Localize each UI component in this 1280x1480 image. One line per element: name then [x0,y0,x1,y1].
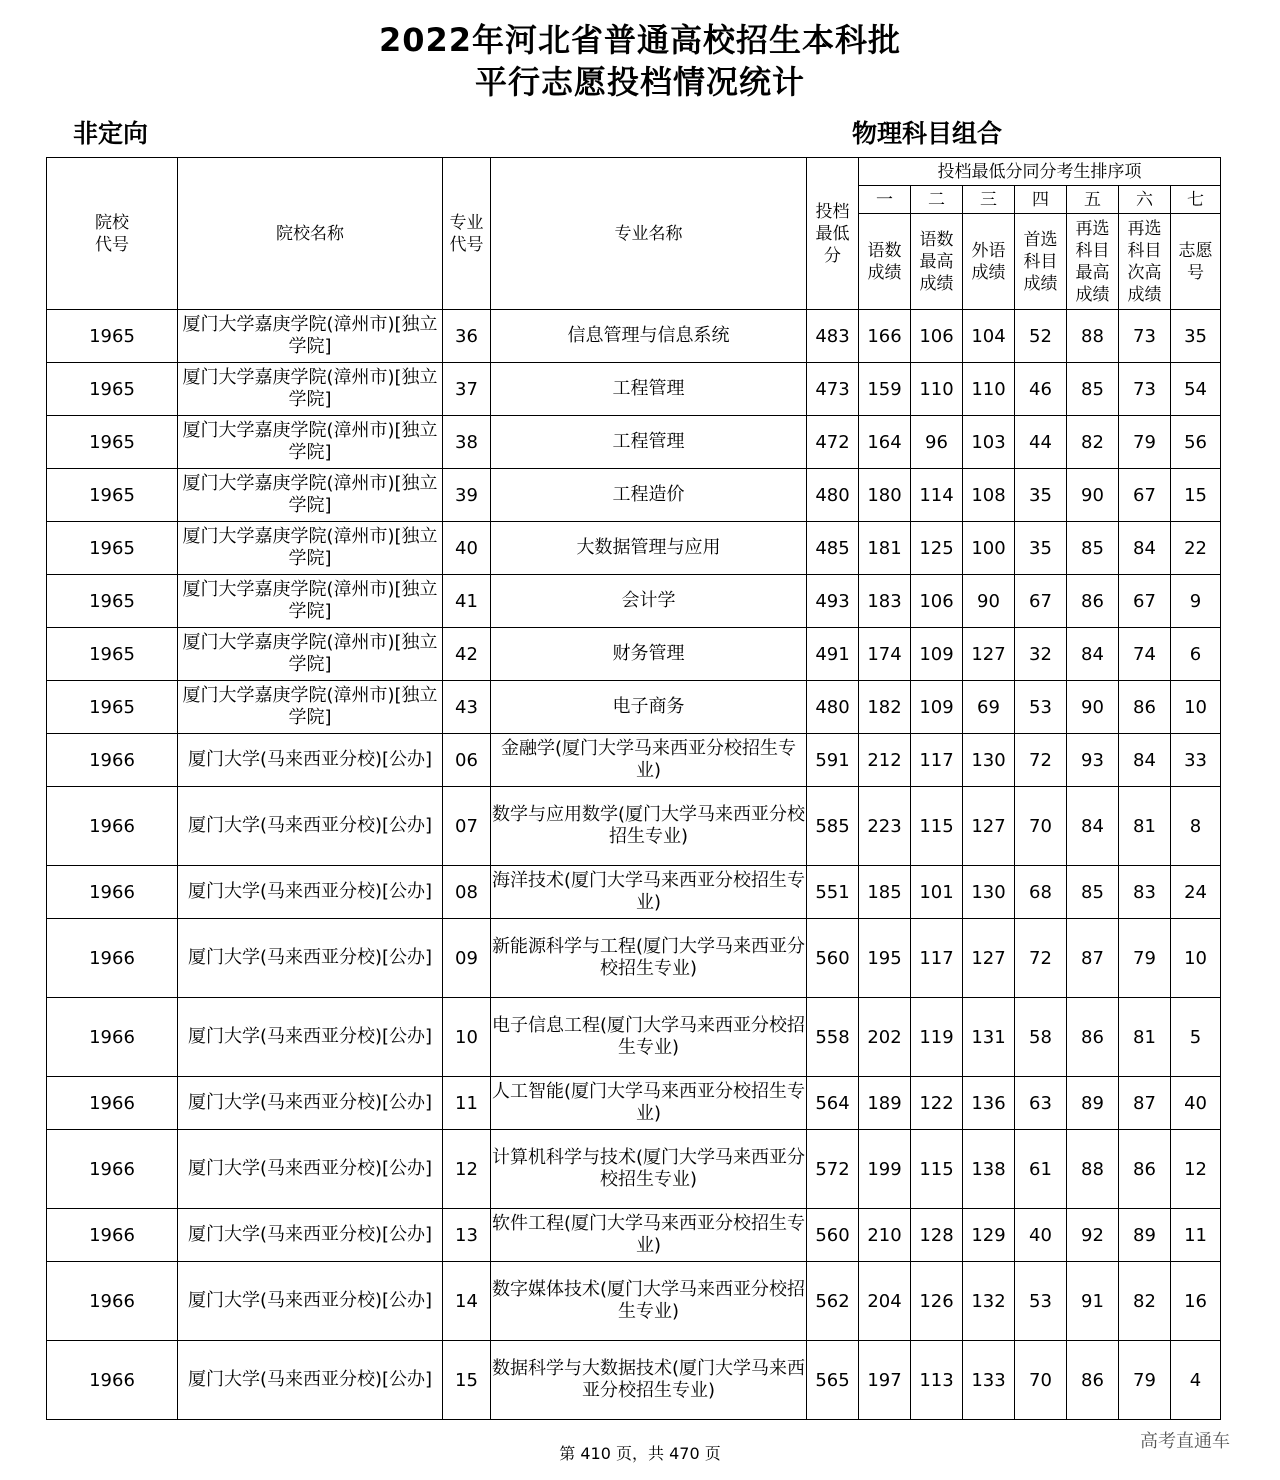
major-code: 39 [443,469,491,522]
rank-1-value: 164 [859,416,911,469]
major-code: 37 [443,363,491,416]
rank-1-value: 183 [859,575,911,628]
rank-2-value: 101 [911,866,963,919]
school-code: 1965 [47,363,178,416]
major-code: 13 [443,1209,491,1262]
rank-2-value: 110 [911,363,963,416]
min-score: 585 [807,787,859,866]
rank-2-value: 128 [911,1209,963,1262]
rank-5-value: 85 [1067,522,1119,575]
rank-3-value: 127 [963,787,1015,866]
rank-item-3: 外语成绩 [963,214,1015,310]
table-row [47,1341,1221,1420]
rank-3-value: 110 [963,363,1015,416]
school-name: 厦门大学嘉庚学院(漳州市)[独立学院] [178,469,443,522]
major-name: 数字媒体技术(厦门大学马来西亚分校招生专业) [491,1262,807,1341]
school-name: 厦门大学嘉庚学院(漳州市)[独立学院] [178,363,443,416]
major-name: 数据科学与大数据技术(厦门大学马来西亚分校招生专业) [491,1341,807,1420]
major-code: 42 [443,628,491,681]
rank-2-value: 114 [911,469,963,522]
rank-3-value: 104 [963,310,1015,363]
rank-header-6: 六 [1119,186,1171,214]
rank-1-value: 202 [859,998,911,1077]
school-name: 厦门大学嘉庚学院(漳州市)[独立学院] [178,628,443,681]
major-code: 40 [443,522,491,575]
rank-5-value: 89 [1067,1077,1119,1130]
rank-1-value: 189 [859,1077,911,1130]
min-score: 483 [807,310,859,363]
rank-6-value: 79 [1119,1341,1171,1420]
rank-5-value: 92 [1067,1209,1119,1262]
school-name: 厦门大学(马来西亚分校)[公办] [178,866,443,919]
rank-6-value: 67 [1119,469,1171,522]
rank-1-value: 181 [859,522,911,575]
rank-2-value: 115 [911,787,963,866]
rank-4-value: 40 [1015,1209,1067,1262]
min-score: 480 [807,681,859,734]
school-code: 1965 [47,681,178,734]
rank-5-value: 86 [1067,1341,1119,1420]
rank-7-value: 6 [1171,628,1221,681]
header-major-name: 专业名称 [491,158,807,310]
rank-4-value: 53 [1015,1262,1067,1341]
rank-5-value: 88 [1067,310,1119,363]
rank-2-value: 122 [911,1077,963,1130]
rank-6-value: 89 [1119,1209,1171,1262]
rank-6-value: 81 [1119,998,1171,1077]
rank-7-value: 10 [1171,681,1221,734]
rank-7-value: 12 [1171,1130,1221,1209]
rank-5-value: 90 [1067,681,1119,734]
major-name: 人工智能(厦门大学马来西亚分校招生专业) [491,1077,807,1130]
major-name: 大数据管理与应用 [491,522,807,575]
rank-7-value: 10 [1171,919,1221,998]
table-row [47,681,1221,734]
rank-1-value: 174 [859,628,911,681]
school-code: 1966 [47,787,178,866]
table-row [47,919,1221,998]
rank-5-value: 85 [1067,866,1119,919]
school-name: 厦门大学(马来西亚分校)[公办] [178,787,443,866]
rank-6-value: 67 [1119,575,1171,628]
major-code: 14 [443,1262,491,1341]
table-row [47,734,1221,787]
min-score: 562 [807,1262,859,1341]
rank-header-3: 三 [963,186,1015,214]
rank-7-value: 5 [1171,998,1221,1077]
admission-table [46,157,1221,1420]
rank-item-4: 首选科目成绩 [1015,214,1067,310]
table-row [47,1077,1221,1130]
table-row [47,1262,1221,1341]
subject-group-label: 物理科目组合 [852,119,1003,148]
min-score: 551 [807,866,859,919]
rank-4-value: 32 [1015,628,1067,681]
rank-7-value: 16 [1171,1262,1221,1341]
major-code: 09 [443,919,491,998]
rank-item-1: 语数成绩 [859,214,911,310]
school-name: 厦门大学(马来西亚分校)[公办] [178,1262,443,1341]
rank-5-value: 90 [1067,469,1119,522]
min-score: 558 [807,998,859,1077]
rank-5-value: 86 [1067,575,1119,628]
rank-2-value: 126 [911,1262,963,1341]
major-code: 11 [443,1077,491,1130]
rank-7-value: 54 [1171,363,1221,416]
school-code: 1965 [47,628,178,681]
major-code: 08 [443,866,491,919]
rank-3-value: 69 [963,681,1015,734]
rank-item-6: 再选科目次高成绩 [1119,214,1171,310]
school-name: 厦门大学(马来西亚分校)[公办] [178,734,443,787]
rank-3-value: 127 [963,919,1015,998]
major-name: 海洋技术(厦门大学马来西亚分校招生专业) [491,866,807,919]
rank-5-value: 86 [1067,998,1119,1077]
min-score: 560 [807,1209,859,1262]
school-code: 1966 [47,1130,178,1209]
rank-7-value: 22 [1171,522,1221,575]
header-rank-group: 投档最低分同分考生排序项 [859,158,1221,186]
school-name: 厦门大学(马来西亚分校)[公办] [178,998,443,1077]
table-row [47,363,1221,416]
school-name: 厦门大学嘉庚学院(漳州市)[独立学院] [178,416,443,469]
school-code: 1966 [47,919,178,998]
rank-6-value: 86 [1119,1130,1171,1209]
min-score: 564 [807,1077,859,1130]
table-row [47,628,1221,681]
major-code: 15 [443,1341,491,1420]
rank-4-value: 46 [1015,363,1067,416]
rank-7-value: 15 [1171,469,1221,522]
table-row [47,469,1221,522]
rank-2-value: 117 [911,919,963,998]
rank-4-value: 70 [1015,1341,1067,1420]
page-title: 2022年河北省普通高校招生本科批 [378,21,902,59]
rank-4-value: 53 [1015,681,1067,734]
rank-6-value: 79 [1119,919,1171,998]
school-name: 厦门大学嘉庚学院(漳州市)[独立学院] [178,310,443,363]
school-code: 1965 [47,575,178,628]
header-min-score: 投档最低分 [807,158,859,310]
school-code: 1966 [47,734,178,787]
rank-3-value: 132 [963,1262,1015,1341]
rank-1-value: 180 [859,469,911,522]
major-name: 财务管理 [491,628,807,681]
min-score: 473 [807,363,859,416]
rank-5-value: 88 [1067,1130,1119,1209]
rank-4-value: 63 [1015,1077,1067,1130]
rank-7-value: 9 [1171,575,1221,628]
rank-5-value: 85 [1067,363,1119,416]
min-score: 572 [807,1130,859,1209]
rank-1-value: 159 [859,363,911,416]
school-name: 厦门大学(马来西亚分校)[公办] [178,1130,443,1209]
header-school-code: 院校代号 [47,158,178,310]
rank-2-value: 109 [911,628,963,681]
rank-4-value: 35 [1015,522,1067,575]
table-row [47,998,1221,1077]
min-score: 472 [807,416,859,469]
major-code: 36 [443,310,491,363]
table-row [47,1209,1221,1262]
rank-6-value: 86 [1119,681,1171,734]
rank-3-value: 103 [963,416,1015,469]
school-code: 1966 [47,998,178,1077]
major-code: 38 [443,416,491,469]
table-row [47,522,1221,575]
rank-3-value: 108 [963,469,1015,522]
major-name: 数学与应用数学(厦门大学马来西亚分校招生专业) [491,787,807,866]
min-score: 480 [807,469,859,522]
table-row [47,310,1221,363]
rank-5-value: 84 [1067,628,1119,681]
rank-2-value: 117 [911,734,963,787]
rank-3-value: 130 [963,866,1015,919]
rank-1-value: 166 [859,310,911,363]
page-subtitle: 平行志愿投档情况统计 [474,63,805,101]
rank-4-value: 58 [1015,998,1067,1077]
school-code: 1966 [47,1077,178,1130]
rank-7-value: 24 [1171,866,1221,919]
rank-header-2: 二 [911,186,963,214]
school-code: 1966 [47,1209,178,1262]
rank-header-5: 五 [1067,186,1119,214]
rank-1-value: 185 [859,866,911,919]
rank-1-value: 199 [859,1130,911,1209]
rank-3-value: 131 [963,998,1015,1077]
major-name: 金融学(厦门大学马来西亚分校招生专业) [491,734,807,787]
school-name: 厦门大学(马来西亚分校)[公办] [178,1209,443,1262]
school-code: 1965 [47,416,178,469]
rank-6-value: 79 [1119,416,1171,469]
rank-4-value: 70 [1015,787,1067,866]
rank-7-value: 4 [1171,1341,1221,1420]
rank-6-value: 82 [1119,1262,1171,1341]
major-name: 工程管理 [491,416,807,469]
rank-4-value: 35 [1015,469,1067,522]
rank-6-value: 74 [1119,628,1171,681]
rank-header-7: 七 [1171,186,1221,214]
rank-6-value: 84 [1119,734,1171,787]
rank-1-value: 195 [859,919,911,998]
min-score: 491 [807,628,859,681]
table-row [47,416,1221,469]
rank-1-value: 197 [859,1341,911,1420]
rank-5-value: 93 [1067,734,1119,787]
rank-7-value: 8 [1171,787,1221,866]
min-score: 485 [807,522,859,575]
min-score: 493 [807,575,859,628]
rank-5-value: 82 [1067,416,1119,469]
rank-3-value: 130 [963,734,1015,787]
major-code: 06 [443,734,491,787]
rank-1-value: 182 [859,681,911,734]
school-code: 1965 [47,310,178,363]
rank-4-value: 61 [1015,1130,1067,1209]
school-name: 厦门大学嘉庚学院(漳州市)[独立学院] [178,681,443,734]
rank-6-value: 73 [1119,310,1171,363]
rank-1-value: 210 [859,1209,911,1262]
rank-header-1: 一 [859,186,911,214]
major-code: 43 [443,681,491,734]
school-code: 1966 [47,866,178,919]
rank-2-value: 113 [911,1341,963,1420]
major-name: 软件工程(厦门大学马来西亚分校招生专业) [491,1209,807,1262]
rank-1-value: 212 [859,734,911,787]
rank-1-value: 204 [859,1262,911,1341]
rank-6-value: 73 [1119,363,1171,416]
rank-3-value: 129 [963,1209,1015,1262]
rank-6-value: 84 [1119,522,1171,575]
rank-2-value: 96 [911,416,963,469]
rank-3-value: 100 [963,522,1015,575]
rank-4-value: 68 [1015,866,1067,919]
major-code: 07 [443,787,491,866]
school-code: 1965 [47,469,178,522]
min-score: 560 [807,919,859,998]
major-name: 新能源科学与工程(厦门大学马来西亚分校招生专业) [491,919,807,998]
rank-7-value: 35 [1171,310,1221,363]
major-name: 电子信息工程(厦门大学马来西亚分校招生专业) [491,998,807,1077]
rank-3-value: 127 [963,628,1015,681]
school-code: 1966 [47,1341,178,1420]
header-school-name: 院校名称 [178,158,443,310]
school-name: 厦门大学(马来西亚分校)[公办] [178,919,443,998]
major-code: 10 [443,998,491,1077]
table-row [47,787,1221,866]
major-name: 计算机科学与技术(厦门大学马来西亚分校招生专业) [491,1130,807,1209]
rank-2-value: 106 [911,310,963,363]
rank-3-value: 138 [963,1130,1015,1209]
watermark: 高考直通车 [1140,1431,1230,1452]
rank-3-value: 136 [963,1077,1015,1130]
rank-7-value: 11 [1171,1209,1221,1262]
rank-2-value: 125 [911,522,963,575]
min-score: 565 [807,1341,859,1420]
major-code: 41 [443,575,491,628]
rank-item-5: 再选科目最高成绩 [1067,214,1119,310]
rank-item-7: 志愿号 [1171,214,1221,310]
rank-3-value: 90 [963,575,1015,628]
school-name: 厦门大学(马来西亚分校)[公办] [178,1077,443,1130]
rank-5-value: 91 [1067,1262,1119,1341]
page-footer: 第 410 页，共 470 页 [559,1444,721,1463]
rank-4-value: 67 [1015,575,1067,628]
school-name: 厦门大学嘉庚学院(漳州市)[独立学院] [178,522,443,575]
rank-2-value: 109 [911,681,963,734]
major-code: 12 [443,1130,491,1209]
table-row [47,866,1221,919]
rank-4-value: 52 [1015,310,1067,363]
header-major-code: 专业代号 [443,158,491,310]
major-name: 信息管理与信息系统 [491,310,807,363]
rank-5-value: 87 [1067,919,1119,998]
rank-3-value: 133 [963,1341,1015,1420]
rank-2-value: 106 [911,575,963,628]
rank-6-value: 83 [1119,866,1171,919]
rank-6-value: 81 [1119,787,1171,866]
rank-item-2: 语数最高成绩 [911,214,963,310]
category-label: 非定向 [73,119,149,148]
school-name: 厦门大学(马来西亚分校)[公办] [178,1341,443,1420]
min-score: 591 [807,734,859,787]
rank-header-4: 四 [1015,186,1067,214]
rank-7-value: 40 [1171,1077,1221,1130]
rank-6-value: 87 [1119,1077,1171,1130]
rank-1-value: 223 [859,787,911,866]
rank-4-value: 72 [1015,734,1067,787]
school-code: 1966 [47,1262,178,1341]
table-row [47,575,1221,628]
rank-2-value: 115 [911,1130,963,1209]
school-code: 1965 [47,522,178,575]
major-name: 会计学 [491,575,807,628]
major-name: 电子商务 [491,681,807,734]
rank-4-value: 72 [1015,919,1067,998]
rank-5-value: 84 [1067,787,1119,866]
rank-4-value: 44 [1015,416,1067,469]
table-row [47,1130,1221,1209]
school-name: 厦门大学嘉庚学院(漳州市)[独立学院] [178,575,443,628]
major-name: 工程管理 [491,363,807,416]
rank-2-value: 119 [911,998,963,1077]
rank-7-value: 56 [1171,416,1221,469]
major-name: 工程造价 [491,469,807,522]
rank-7-value: 33 [1171,734,1221,787]
